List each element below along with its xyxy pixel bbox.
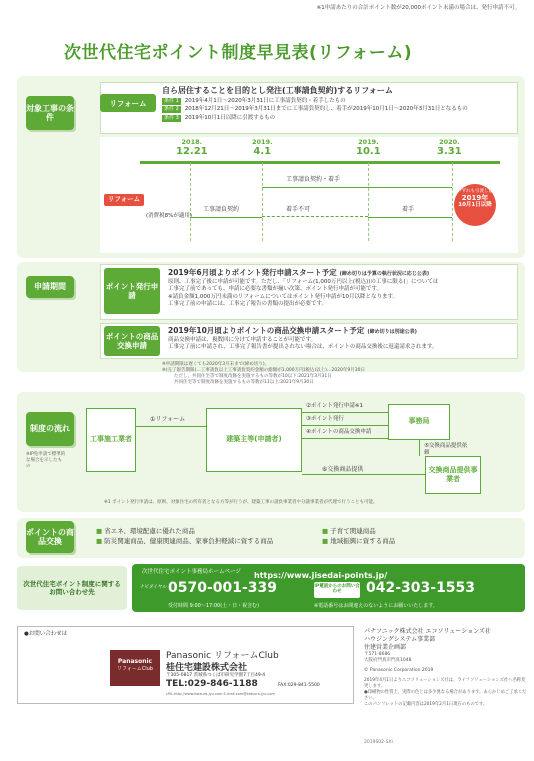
condition-item-1 [162,98,518,105]
maker-dept: 住建営業企画部 [364,644,407,652]
goods-item: ■ 地域振興に資する商品 [322,537,396,546]
date-day: 10.1 [356,146,381,158]
maker-address [364,652,433,674]
page-title: 次世代住宅ポイント制度早見表(リフォーム) [64,43,413,63]
timeline-axis [140,161,500,164]
bar2c-label: 着手 [402,206,415,213]
period-note: ※申請期限は遅くても2020年3月末まで(締め切り)。 [162,362,270,367]
bar2b-label: 着手不可 [286,206,311,213]
timeline-row-label [104,194,144,206]
contact-left-text: 次世代住宅ポイント制度に関するお問い合わせ先 [23,579,121,596]
office-label: 事務局 [408,417,430,426]
goods-item-text: 防災関連商品、健康関連商品、家事負担軽減に資する商品 [104,537,274,546]
exchange-label [104,326,160,356]
bar2a-label: 工事請負契約 [203,206,240,213]
issue-title-text: 2019年6月頃よりポイント発行申請スタート予定 [168,268,337,277]
timeline-sub-label: (消費税8%が適用) [146,213,193,219]
condition-item-3 [162,115,518,122]
company-tel: TEL:029-846-1188 [166,679,258,689]
flow-footnote: ※1 ポイント発行申請は、原則、対象住宅の所有者となる方等が行うが、建築工事の請負事業者や分譲事業者が代理で行うことも可能。 [104,500,378,505]
goods-item-text: 地域振興に資する商品 [330,537,396,546]
exchange-title [168,325,417,336]
flow-step-5: ⑤交換商品提供依頼 [424,443,468,457]
office-box [388,404,450,440]
timeline-divider [452,163,453,241]
company-small: URL:http://www.katsura-jyu.com E-mail:com@katsura-jyu.com [166,692,275,696]
maker-addr-line: 大阪府門真市門真1048 [364,658,412,664]
condition-text: 2018年12月21日～2019年3月31日までに工事請負契約し、着手が2019年10月1日～2020年3月31日となるもの [184,106,468,113]
date-year: 2018. [181,138,203,146]
logo-line1: Panasonic [117,658,153,665]
copyright: © Panasonic Corporation 2019 [364,667,434,673]
company-fax: FAX:029-841-5500 [278,683,320,688]
arrow-5 [419,440,420,456]
flow-step-1: ①リフォーム [150,416,186,423]
deadline-main: 2019年 [461,194,489,203]
maker-division: ハウジングシステム事業部 [364,636,436,644]
phone-ip[interactable]: 042-303-1553 [366,580,476,596]
exchange-title-text: 2019年10月頃よりポイントの商品交換申請スタート予定 [168,326,365,335]
condition-tag: 条件 1 [164,98,179,104]
exchange-line: 商品交換申請は、複数回に分けて申請することが可能です。 [168,337,317,343]
target-badge-label: 対象工事の条件 [26,103,74,122]
goods-list-left [96,526,273,547]
bar2c-line [368,217,452,218]
timeline-date-3 [356,139,381,157]
date-year: 2019. [358,138,379,146]
target-type-label [100,94,156,112]
timeline-date-2 [252,139,273,157]
exchange-title-note: (締め切りは別途公表) [367,329,417,335]
arrow-6 [302,474,425,475]
date-day: 4.1 [253,146,272,158]
condition-text: 2019年4月1日～2020年3月31日に工事請負契約・着手したもの [184,98,346,104]
maker-info [364,628,491,652]
goods-item-text: 省エネ、環境配慮に優れた商品 [104,527,195,535]
arrow-1 [136,426,206,427]
goods-list-right [322,526,395,547]
flow-badge-label: 制度の流れ [30,424,70,434]
contact-left [17,566,127,610]
row-label-text: リフォーム [107,195,141,204]
goods-item: ■ 子育て関連商品 [322,527,376,535]
ip-label-text: IP電話からのお問い合わせ [314,584,360,595]
period-note: 共同住宅等で制度改修を実施するもの等数が11以上:2021年9月30日 [174,380,314,386]
period-notes [162,362,365,386]
maker-company: パナソニック株式会社 エコソリューションズ社 [364,628,491,635]
goods-item-text: 子育て関連商品 [330,527,376,535]
arrow-2 [302,412,388,413]
deadline-circle [454,184,496,226]
timeline-divider [368,163,369,241]
exchange-text [168,337,516,352]
logo-line2: リフォームClub [117,665,153,672]
condition-item-2 [162,106,518,113]
date-year: 2019. [252,138,273,146]
date-day: 12.21 [176,146,208,158]
flow-badge [26,412,74,446]
company-name: 桂住宅建設株式会社 [166,663,248,673]
goods-item: ■ 省エネ、環境配慮に優れた商品 [96,527,195,535]
period-note: ただし、共同住宅等で制度改修を実施するもの等数が10以下:2021年3月31日 [174,374,332,380]
target-heading: 自ら居住することを目的とし発注(工事請負契約)するリフォーム [162,86,393,95]
condition-tag: 条件 2 [164,106,179,113]
target-badge [26,96,74,130]
goods-badge-label: ポイントの商品交換 [26,527,74,546]
issue-label-text: ポイント発行申請 [105,282,159,300]
inquiry-label: ●お問い合わせは [24,631,68,637]
bar1-label: 工事請負契約・着手 [286,176,341,183]
url-link[interactable]: https://www.jisedai-points.jp/ [254,571,388,580]
ip-label [314,582,360,598]
maker-notes [364,678,528,708]
maker-note: 2019年4月1日よりエコソリューションズ社は、ライフソリューションズ社へ名称変更します。 [364,678,526,690]
condition-tag: 条件 3 [164,114,179,121]
print-code: 2019S02-SXi [364,740,393,745]
issue-title-note: (締め切りは予算の執行状況に応じ公表) [339,271,430,277]
flow-step-3: ③ポイント発行 [306,416,344,422]
timeline-divider [262,163,263,241]
owner-label: 建築主等(申請者) [226,435,282,444]
deadline-sub: 10月1日以降 [458,202,492,209]
date-year: 2020. [439,138,460,146]
condition-list [162,98,518,122]
club-logo [110,650,160,686]
goods-item: ■ 防災関連商品、健康関連商品、家事負担軽減に資する商品 [96,537,274,546]
goods-badge [26,521,74,553]
issue-text [168,279,516,309]
deadline-top: いずれも引渡しは [457,189,493,194]
phone-navi[interactable]: 0570-001-339 [168,580,278,596]
flow-side-note: ※IP免申請で標準的な場合を示したもの [26,452,66,469]
bar1-line [262,187,452,188]
issue-label [104,268,160,314]
hp-label: 次世代住宅ポイント事務局ホームページ [142,569,241,575]
condition-text: 2019年10月1日以降に引渡するもの [184,114,276,121]
maker-addr-line: 〒571-8686 [364,652,391,657]
exchange-provider-label: 交換商品提供事業者 [428,465,478,483]
issue-line: 原則、工事完了後に申請が可能です。ただし、「リフォーム(1,000万円以上(税込))の工事に限る)」については [168,279,439,285]
timeline-date-4 [437,139,462,157]
flow-step-2: ②ポイント発行申請※1 [306,403,364,409]
timeline-divider [190,163,191,241]
contractor-label: 工事施工業者 [90,435,132,444]
maker-note: ●印刷物の性質上、実際の色とは多少異なる場合があります。あらかじめご了承ください。 [364,690,527,702]
company-address: 〒305-0817 茨城県つくば市研究学園7丁目49-4 [166,673,266,678]
target-type-text: リフォーム [109,98,147,108]
flow-step-6: ⑥交換商品提供 [322,466,364,473]
contractor-box [86,408,136,472]
issue-line: ※請負金額1,000万円未満のリフォームについてはポイント発行申請が10月以降となります。 [168,293,399,300]
timeline-date-1 [176,139,208,157]
contact-hours-note: ※電話番号はお間違えのないようにお願いいたします。 [314,603,438,609]
issue-title [168,267,429,278]
issue-line: 工事完了前であっても、申請に必要な書類が揃い次第、ポイント発行申請が可能です。 [168,286,383,293]
contact-hours: 受付時間 9:00～17:00(土・日・祝含む) [168,603,260,609]
top-note: ※1申請あたりの合計ポイント数が20,000ポイント未満の場合は、発行申請不可。 [316,5,520,11]
maker-note: このパンフレットの記載内容は2019年2月1日現在のものです。 [364,702,488,708]
navi-label: ナビダイヤル [140,585,167,590]
club-title: Panasonic リフォームClub [166,651,279,661]
arrow-3 [302,425,388,426]
period-note: ※(完了報告期限)…工事請負以上工事請負契約金額の総額が1,000万円(税込)以上)…2020年9月30日 [162,368,365,374]
period-badge-label: 申請期間 [34,282,66,292]
flow-step-4: ④ポイントの商品交換申請 [306,429,372,435]
arrow-4 [302,438,388,439]
period-badge [26,276,74,298]
issue-line: 工事完了前の申請には、工事完了報告の書類の提出が必要です。 [168,301,328,308]
bar2a-line [190,217,262,218]
exchange-label-text: ポイントの商品交換申請 [105,332,159,350]
exchange-line: 工事完了前に申請され、工事完了報告書が提出されない場合は、ポイントの商品交換後に返還請求されます。 [168,344,438,351]
date-day: 3.31 [437,146,462,158]
exchange-provider-box [425,456,481,494]
bar2b-line [262,216,368,217]
owner-box [206,408,302,472]
